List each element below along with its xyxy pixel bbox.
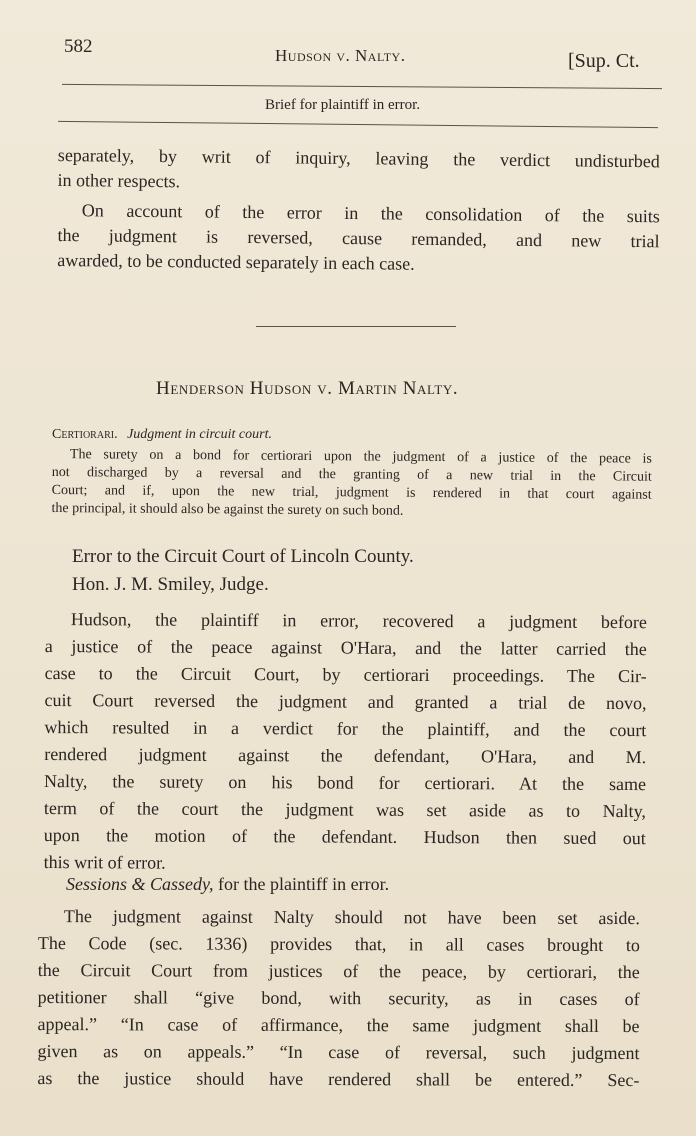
statement-line: a justice of the peace against O'Hara, and the latter carried the (44, 635, 647, 660)
argument-line: appeal.” “In case of affirmance, the same judgment shall be (37, 1013, 640, 1037)
argument-line: The judgment against Nalty should not have been set aside. (63, 906, 640, 929)
subheading-rule (58, 121, 658, 128)
counsel-names: Sessions & Cassedy, (66, 874, 214, 894)
argument-line: the Circuit Court from justices of the peace, by certiorari, the (37, 959, 640, 983)
judge-line: Hon. J. M. Smiley, Judge. (72, 574, 269, 595)
headnote-label: Certiorari. (52, 427, 118, 442)
argument-line: The Code (sec. 1336) provides that, in all cases brought to (37, 932, 640, 956)
headnote-heading (52, 427, 272, 443)
header-rule (62, 84, 662, 89)
statement-line: this writ of error. (43, 851, 166, 873)
headnote-line: the principal, it should also be against the surety on such bond. (51, 500, 404, 519)
statement-line: which resulted in a verdict for the plaintiff, and the court (44, 716, 647, 741)
statement-line: Nalty, the surety on his bond for certiorari. At the same (44, 770, 647, 795)
text-line: On account of the error in the consolidation of the suits (81, 200, 660, 227)
court-designation: [Sup. Ct. (568, 50, 640, 72)
headnote-line: not discharged by a reversal and the granting of a new trial in the Circuit (51, 464, 652, 485)
statement-line: term of the court the judgment was set aside as to Nalty, (43, 797, 646, 822)
text-line: the judgment is reversed, cause remanded, and new trial (57, 224, 660, 252)
headnote-body (51, 446, 652, 523)
text-line: separately, by writ of inquiry, leaving the verdict undisturbed (57, 144, 660, 172)
page-number: 582 (64, 36, 93, 57)
counsel-line (66, 874, 389, 895)
counsel-role: for the plaintiff in error. (218, 874, 390, 894)
statement-line: case to the Circuit Court, by certiorari proceedings. The Cir- (44, 662, 647, 687)
error-line: Error to the Circuit Court of Lincoln County. (72, 546, 414, 567)
headnote-line: Court; and if, upon the new trial, judgment is rendered in that court against (51, 482, 652, 503)
statement-line: rendered judgment against the defendant, O'Hara, and M. (44, 743, 647, 768)
argument-line: given as on appeals.” “In case of reversal, such judgment (37, 1040, 640, 1064)
running-title: Hudson v. Nalty. (275, 46, 406, 65)
brief-subheading: Brief for plaintiff in error. (265, 97, 421, 113)
section-divider (256, 326, 456, 327)
argument-line: petitioner shall “give bond, with security, as in cases of (37, 986, 640, 1010)
headnote-topic: Judgment in circuit court. (127, 427, 272, 442)
text-line: awarded, to be conducted separately in each case. (57, 249, 415, 274)
argument-line: as the justice should have rendered shall be entered.” Sec- (37, 1067, 640, 1091)
text-line: in other respects. (57, 169, 181, 192)
judgment-paragraph (57, 198, 660, 279)
statement-line: cuit Court reversed the judgment and granted a trial de novo, (44, 689, 647, 714)
statement-line: Hudson, the plaintiff in error, recovered a judgment before (70, 609, 647, 633)
statement-line: upon the motion of the defendant. Hudson then sued out (43, 824, 646, 849)
continued-paragraph (57, 143, 659, 199)
statement-paragraph (44, 606, 647, 879)
case-title: Henderson Hudson v. Martin Nalty. (156, 378, 459, 399)
argument-paragraph (37, 903, 640, 1094)
headnote-line: The surety on a bond for certiorari upon the judgment of a justice of the peace is (69, 447, 652, 467)
